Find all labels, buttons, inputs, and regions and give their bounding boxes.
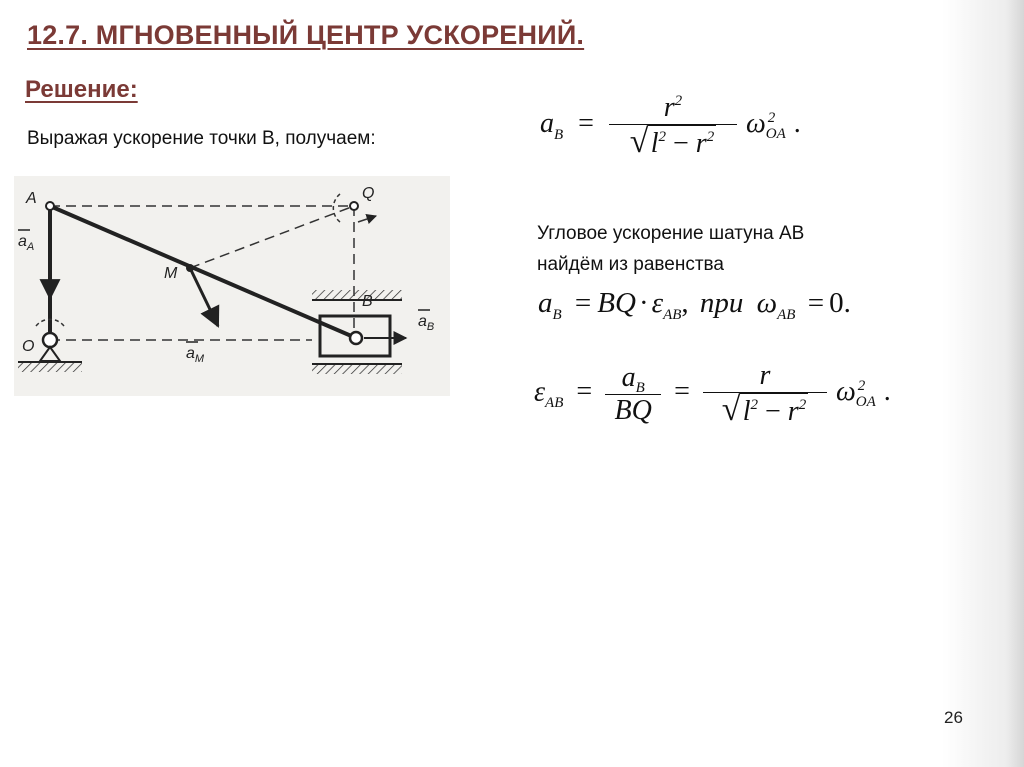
page-number: 26 [944, 708, 963, 727]
guide-top-hatch [312, 290, 402, 300]
label-a: A [26, 190, 37, 207]
ground-o [18, 362, 82, 372]
joint-a [46, 202, 54, 210]
text-angular-acceleration: Угловое ускорение шатуна АВ [537, 223, 805, 244]
eq1-lhs: $a_B$ [540, 108, 564, 144]
label-acceleration-b: $a_B$ [418, 313, 435, 333]
eq1-fraction [609, 92, 737, 160]
mechanism-diagram [14, 176, 450, 396]
eq3-fraction-1: $\frac{a_B}{BQ}$ [605, 362, 661, 427]
equation-1 [540, 92, 801, 160]
label-acceleration-a: $a_A$ [18, 233, 35, 253]
joint-b [350, 332, 362, 344]
guide-bottom-hatch [312, 364, 402, 374]
eq1-denominator [609, 125, 737, 160]
joint-m [186, 264, 194, 272]
label-m: M [164, 265, 178, 282]
text-acceleration-of-b: Выражая ускорение точки В, получаем: [27, 128, 376, 149]
text-from-equality: найдём из равенства [537, 254, 724, 275]
connecting-rod-ab [50, 206, 356, 338]
q-acceleration-arrow [358, 216, 376, 222]
label-q: Q [362, 185, 375, 202]
slide-subtitle: Решение: [25, 76, 138, 103]
label-acceleration-m: $a_M$ [186, 345, 205, 365]
eq1-equals: = [578, 108, 594, 140]
joint-q [350, 202, 358, 210]
mechanism-svg [14, 176, 450, 396]
pivot-o [43, 333, 57, 347]
slide-title: 12.7. МГНОВЕННЫЙ ЦЕНТР УСКОРЕНИЙ. [27, 20, 585, 50]
q-rotation-arrow [333, 194, 340, 222]
slide-edge-shadow [1006, 0, 1024, 767]
equation-3: $\varepsilon_{AB}$ = $\frac{a_B}{BQ}$ = r √ $l^2 - r^2$ ω 2 OA . [534, 360, 891, 428]
eq3-fraction-2: r √ $l^2 - r^2$ [703, 360, 827, 428]
eq1-numerator: $r^2$ [663, 92, 683, 123]
dashed-line-mq [190, 206, 354, 268]
pivot-o-support [40, 347, 60, 361]
eq1-sqrt: √ $l^2 - r^2$ [629, 123, 715, 160]
eq1-omega: ω 2 OA . [745, 108, 801, 143]
equation-2: $a_B$ = BQ · $\varepsilon_{AB}$, при $\omega_{AB} = 0$. [538, 287, 851, 323]
label-o: O [22, 338, 35, 355]
label-b: B [362, 293, 373, 310]
